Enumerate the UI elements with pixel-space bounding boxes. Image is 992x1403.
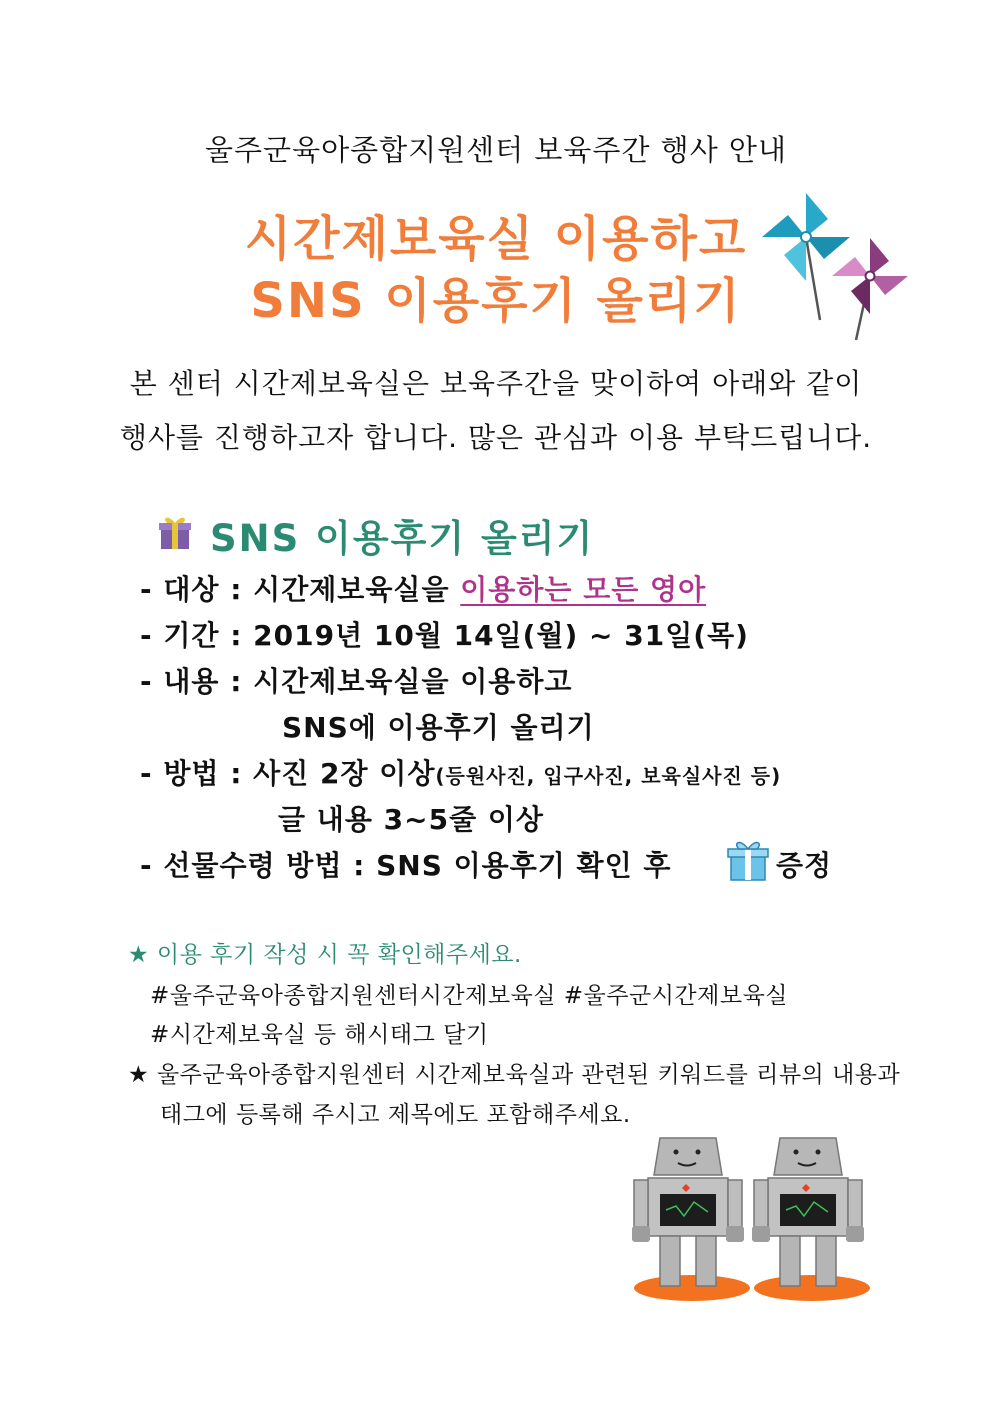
content-row-1: - 내용 : 시간제보육실을 이용하고 (140, 665, 573, 698)
robot-icon (630, 1130, 880, 1305)
gift-icon (726, 838, 770, 882)
gift-row (140, 844, 671, 884)
period-row: - 기간 : 2019년 10월 14일(월) ~ 31일(목) (140, 619, 749, 652)
gift-box-icon (158, 514, 192, 550)
note-2-line-2: 태그에 등록해 주시고 제목에도 포함해주세요. (160, 1102, 631, 1128)
gift-label: - 선물수령 방법 : SNS 이용후기 확인 후 (140, 849, 672, 882)
intro-line-1: 본 센터 시간제보육실은 보육주간을 맞이하여 아래와 같이 (129, 367, 863, 400)
note-2-line-1: ★ 울주군육아종합지원센터 시간제보육실과 관련된 키워드를 리뷰의 내용과 (128, 1062, 901, 1088)
method-row (140, 752, 781, 792)
intro-line-2: 행사를 진행하고자 합니다. 많은 관심과 이용 부탁드립니다. (119, 421, 873, 454)
target-row (140, 568, 706, 608)
method-row-2: 글 내용 3~5줄 이상 (278, 803, 544, 836)
title-line-2: SNS 이용후기 올리기 (250, 273, 742, 329)
content-row-2: SNS에 이용후기 올리기 (282, 711, 595, 744)
method-detail: (등원사진, 입구사진, 보육실사진 등) (435, 764, 782, 788)
target-value: 이용하는 모든 영아 (460, 573, 707, 606)
hashtags-line-2: #시간제보육실 등 해시태그 달기 (150, 1022, 489, 1048)
hashtags-line-1: #울주군육아종합지원센터시간제보육실 #울주군시간제보육실 (150, 983, 789, 1009)
gift-suffix: 증정 (776, 849, 833, 882)
section-title: SNS 이용후기 올리기 (210, 517, 595, 560)
target-label: - 대상 : 시간제보육실을 (140, 573, 450, 606)
title-line-1: 시간제보육실 이용하고 (244, 211, 748, 267)
pinwheel-icon (748, 192, 918, 342)
method-label: - 방법 : 사진 2장 이상 (140, 757, 436, 790)
event-header: 울주군육아종합지원센터 보육주간 행사 안내 (205, 133, 787, 167)
note-1: ★ 이용 후기 작성 시 꼭 확인해주세요. (128, 942, 522, 968)
